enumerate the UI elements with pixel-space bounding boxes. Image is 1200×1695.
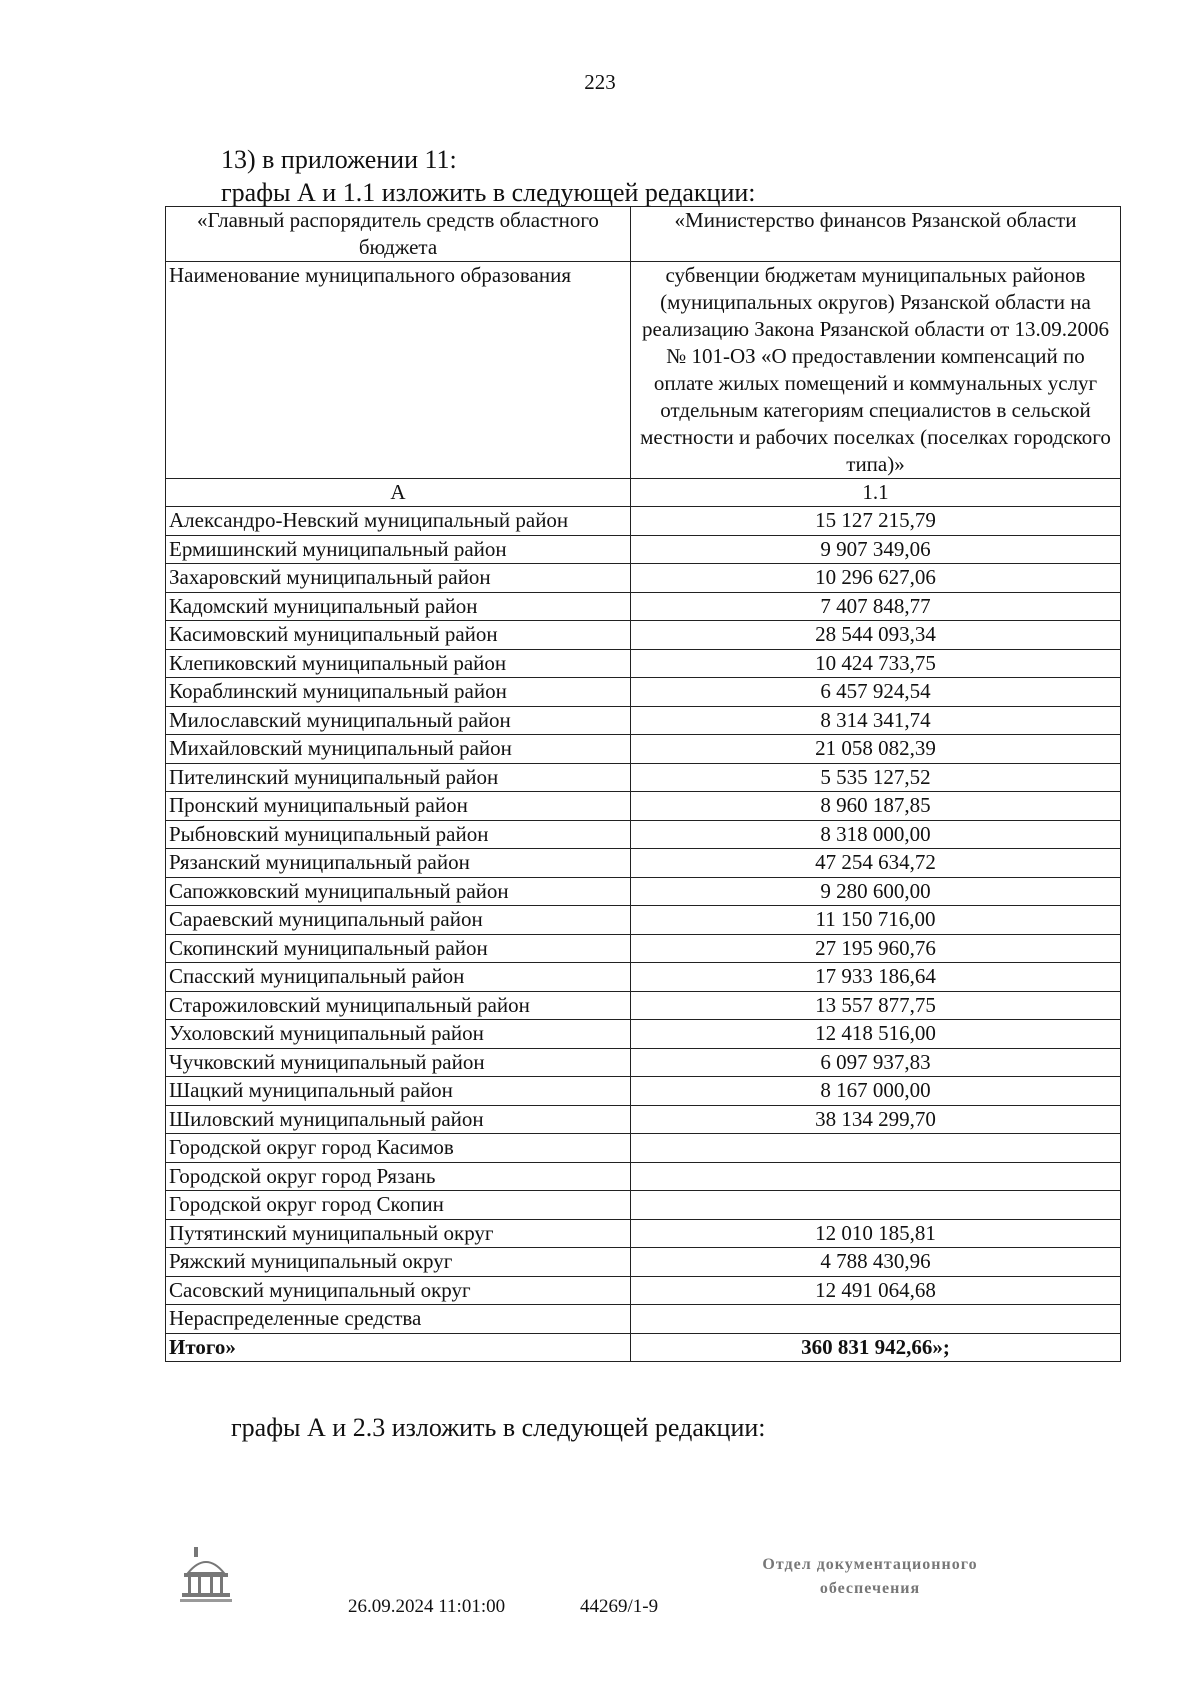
table-row [166, 991, 1121, 1020]
row-name-cell: Скопинский муниципальный район [166, 934, 631, 963]
row-name-cell: Нераспределенные средства [166, 1305, 631, 1334]
table-row [166, 877, 1121, 906]
row-value-cell: 12 491 064,68 [631, 1276, 1121, 1305]
row-value-cell: 38 134 299,70 [631, 1105, 1121, 1134]
row-value-cell: 6 097 937,83 [631, 1048, 1121, 1077]
row-name-cell: Сапожковский муниципальный район [166, 877, 631, 906]
row-name-cell: Кадомский муниципальный район [166, 592, 631, 621]
table-row [166, 963, 1121, 992]
row-name-cell: Рыбновский муниципальный район [166, 820, 631, 849]
column-label-a: А [166, 479, 631, 507]
name-header-right-cell: субвенции бюджетам муниципальных районов (муниципальных округов) Рязанской области на реализацию Закона Рязанской области от 13.09.2006 № 101-ОЗ «О предоставлении компенсаций по оплате жилых помещений и коммунальных услуг отдельным категориям специалистов в сельской местности и рабочих поселках (поселках городского типа)» [631, 262, 1121, 479]
row-name-cell: Александро-Невский муниципальный район [166, 507, 631, 536]
header-left-cell: «Главный распорядитель средств областного бюджета [166, 207, 631, 262]
table-row [166, 820, 1121, 849]
row-value-cell: 21 058 082,39 [631, 735, 1121, 764]
row-name-cell: Клепиковский муниципальный район [166, 649, 631, 678]
header-right-cell: «Министерство финансов Рязанской области [631, 207, 1121, 262]
total-value: 360 831 942,66»; [631, 1333, 1121, 1362]
row-value-cell: 8 314 341,74 [631, 706, 1121, 735]
row-value-cell: 9 280 600,00 [631, 877, 1121, 906]
intro-line-2: графы А и 1.1 изложить в следующей редакции: [221, 178, 756, 207]
row-name-cell: Ухоловский муниципальный район [166, 1020, 631, 1049]
row-value-cell: 10 296 627,06 [631, 564, 1121, 593]
column-label-1-1: 1.1 [631, 479, 1121, 507]
subvention-table [165, 206, 1121, 1362]
table-row [166, 1191, 1121, 1220]
row-value-cell: 6 457 924,54 [631, 678, 1121, 707]
table-row [166, 1105, 1121, 1134]
row-value-cell: 9 907 349,06 [631, 535, 1121, 564]
row-value-cell [631, 1134, 1121, 1163]
name-header-left-cell: Наименование муниципального образования [166, 262, 631, 479]
table-row [166, 792, 1121, 821]
row-value-cell: 5 535 127,52 [631, 763, 1121, 792]
table-row [166, 1276, 1121, 1305]
after-text: графы А и 2.3 изложить в следующей редакции: [231, 1413, 766, 1442]
table-row [166, 1134, 1121, 1163]
row-value-cell: 47 254 634,72 [631, 849, 1121, 878]
table-row [166, 564, 1121, 593]
row-value-cell: 8 318 000,00 [631, 820, 1121, 849]
row-value-cell [631, 1305, 1121, 1334]
name-header-row [166, 262, 1121, 479]
row-name-cell: Милославский муниципальный район [166, 706, 631, 735]
footer-doc-number: 44269/1-9 [580, 1596, 659, 1617]
row-name-cell: Городской округ город Рязань [166, 1162, 631, 1191]
table-row [166, 849, 1121, 878]
row-value-cell: 11 150 716,00 [631, 906, 1121, 935]
row-value-cell: 28 544 093,34 [631, 621, 1121, 650]
table-row [166, 507, 1121, 536]
row-name-cell: Сасовский муниципальный округ [166, 1276, 631, 1305]
table-row [166, 535, 1121, 564]
footer-date: 26.09.2024 11:01:00 [348, 1596, 506, 1617]
row-value-cell: 27 195 960,76 [631, 934, 1121, 963]
table-row [166, 1077, 1121, 1106]
table-row [166, 1219, 1121, 1248]
table-row [166, 1248, 1121, 1277]
table-row [166, 678, 1121, 707]
table-row [166, 592, 1121, 621]
table-row [166, 934, 1121, 963]
column-label-row [166, 479, 1121, 507]
table-row [166, 1048, 1121, 1077]
row-value-cell: 13 557 877,75 [631, 991, 1121, 1020]
row-value-cell: 17 933 186,64 [631, 963, 1121, 992]
table-row [166, 649, 1121, 678]
row-value-cell: 7 407 848,77 [631, 592, 1121, 621]
page-number: 223 [584, 70, 616, 94]
stamp-line-2: обеспечения [819, 1580, 921, 1597]
duma-logo-icon [180, 1545, 232, 1603]
table-row [166, 621, 1121, 650]
header-row [166, 207, 1121, 262]
row-value-cell [631, 1162, 1121, 1191]
row-value-cell [631, 1191, 1121, 1220]
table-row [166, 763, 1121, 792]
row-name-cell: Городской округ город Касимов [166, 1134, 631, 1163]
row-value-cell: 12 418 516,00 [631, 1020, 1121, 1049]
row-name-cell: Пителинский муниципальный район [166, 763, 631, 792]
row-value-cell: 4 788 430,96 [631, 1248, 1121, 1277]
row-name-cell: Касимовский муниципальный район [166, 621, 631, 650]
table-row [166, 1020, 1121, 1049]
row-name-cell: Чучковский муниципальный район [166, 1048, 631, 1077]
row-value-cell: 15 127 215,79 [631, 507, 1121, 536]
row-value-cell: 12 010 185,81 [631, 1219, 1121, 1248]
table-row [166, 906, 1121, 935]
row-value-cell: 8 167 000,00 [631, 1077, 1121, 1106]
department-stamp [700, 1553, 1040, 1601]
row-name-cell: Ермишинский муниципальный район [166, 535, 631, 564]
row-value-cell: 10 424 733,75 [631, 649, 1121, 678]
table-row [166, 1305, 1121, 1334]
row-name-cell: Шацкий муниципальный район [166, 1077, 631, 1106]
row-name-cell: Ряжский муниципальный округ [166, 1248, 631, 1277]
row-name-cell: Кораблинский муниципальный район [166, 678, 631, 707]
row-name-cell: Пронский муниципальный район [166, 792, 631, 821]
row-name-cell: Михайловский муниципальный район [166, 735, 631, 764]
row-name-cell: Сараевский муниципальный район [166, 906, 631, 935]
row-name-cell: Путятинский муниципальный округ [166, 1219, 631, 1248]
table-row [166, 1162, 1121, 1191]
total-label: Итого» [166, 1333, 631, 1362]
table-row [166, 735, 1121, 764]
row-name-cell: Захаровский муниципальный район [166, 564, 631, 593]
intro-line-1: 13) в приложении 11: [221, 145, 457, 174]
row-name-cell: Городской округ город Скопин [166, 1191, 631, 1220]
stamp-line-1: Отдел документационного [762, 1556, 978, 1573]
table-row [166, 706, 1121, 735]
row-name-cell: Рязанский муниципальный район [166, 849, 631, 878]
row-value-cell: 8 960 187,85 [631, 792, 1121, 821]
total-row [166, 1333, 1121, 1362]
row-name-cell: Спасский муниципальный район [166, 963, 631, 992]
row-name-cell: Шиловский муниципальный район [166, 1105, 631, 1134]
row-name-cell: Старожиловский муниципальный район [166, 991, 631, 1020]
